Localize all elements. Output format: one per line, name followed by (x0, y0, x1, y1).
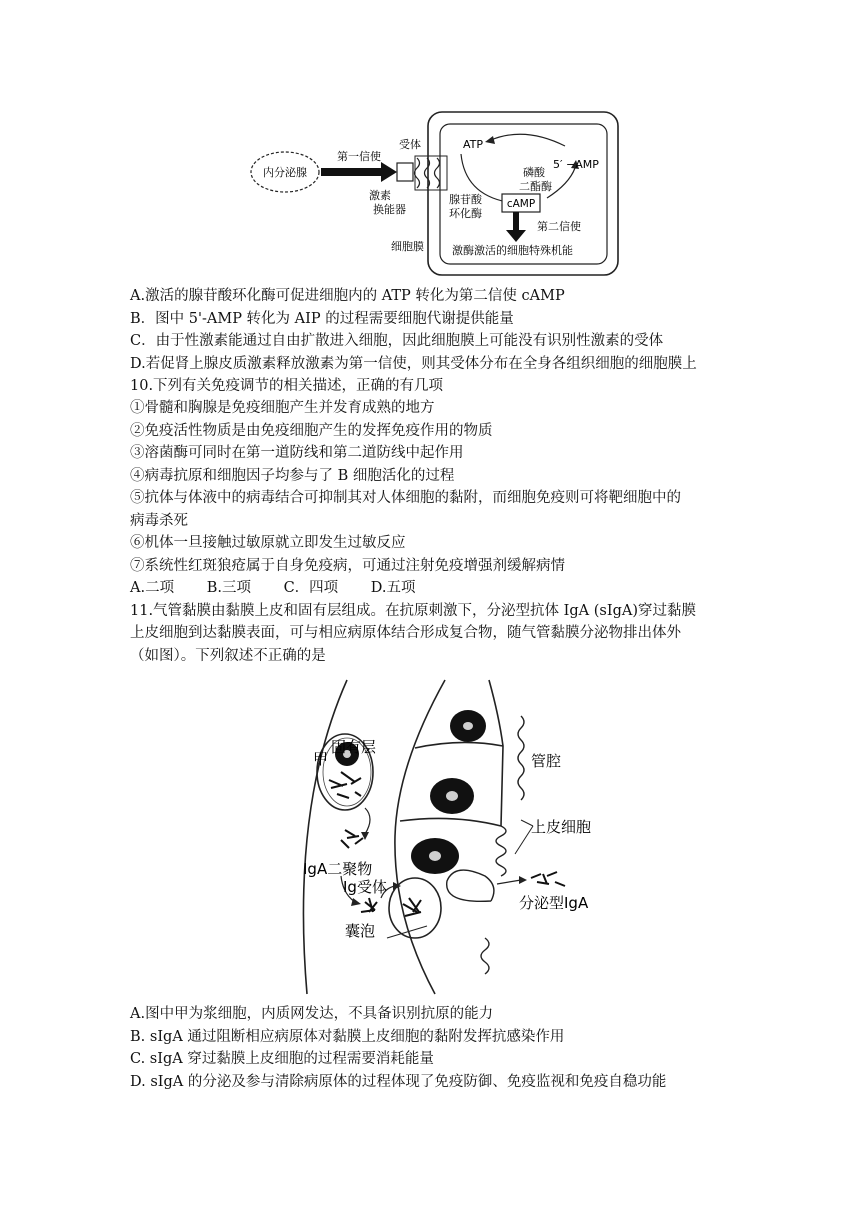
q10-option-c: C．四项 (283, 580, 339, 596)
ac-label-2: 环化酶 (449, 207, 482, 220)
epithelium-right-boundary (489, 680, 503, 826)
q10-statement-7: ⑦系统性红斑狼疮属于自身免疫病，可通过注射免疫增强剂缓解病情 (130, 558, 565, 574)
q11-stem-3: （如图）。下列叙述不正确的是 (130, 648, 326, 664)
label-epithelium: 上皮细胞 (531, 818, 592, 836)
lumen-wave-middle (496, 826, 506, 876)
q10-statement-6: ⑥机体一旦接触过敏原就立即发生过敏反应 (130, 535, 406, 551)
secreted-iga-antibody (531, 872, 565, 886)
transducer-label: 换能器 (373, 203, 406, 216)
ac-label-1: 腺苷酸 (449, 193, 482, 206)
q10-statement-5a: ⑤抗体与体液中的病毒结合可抑制其对人体细胞的黏附，而细胞免疫则可将靶细胞中的 (130, 490, 681, 506)
atp-label: ATP (463, 138, 484, 151)
label-lumen: 管腔 (531, 752, 562, 770)
second-messenger-label: 第二信使 (537, 220, 581, 233)
q10-stem: 10.下列有关免疫调节的相关描述，正确的有几项 (130, 378, 444, 394)
q11-option-c: C. sIgA 穿过黏膜上皮细胞的过程需要消耗能量 (130, 1051, 434, 1067)
hormone-block (397, 163, 413, 181)
q10-statement-3: ③溶菌酶可同时在第一道防线和第二道防线中起作用 (130, 445, 464, 461)
q9-option-d: D.若促肾上腺皮质激素释放激素为第一信使，则其受体分布在全身各组织细胞的细胞膜上 (130, 356, 697, 372)
second-messenger-diagram (245, 108, 625, 280)
q9-option-a: A.激活的腺苷酸环化酶可促进细胞内的 ATP 转化为第二信使 cAMP (130, 288, 565, 304)
q9-option-c: C．由于性激素能通过自由扩散进入细胞，因此细胞膜上可能没有识别性激素的受体 (130, 333, 664, 349)
q11-option-a: A.图中甲为浆细胞，内质网发达，不具备识别抗原的能力 (130, 1006, 494, 1022)
cell-divider-2 (400, 818, 501, 826)
q11-option-b: B. sIgA 通过阻断相应病原体对黏膜上皮细胞的黏附发挥抗感染作用 (130, 1029, 565, 1045)
siga-mucosa-diagram (285, 676, 615, 996)
lumen-wave-top (518, 716, 524, 800)
q10-statement-1: ①骨髓和胸腺是免疫细胞产生并发育成熟的地方 (130, 400, 435, 416)
receptor-membrane (415, 158, 440, 188)
q10-statement-4: ④病毒抗原和细胞因子均参与了 B 细胞活化的过程 (130, 468, 455, 484)
function-label: 激酶激活的细胞特殊机能 (452, 244, 573, 257)
hormone-label: 激素 (369, 189, 391, 202)
receptor-complex (361, 898, 377, 912)
arrow-cell-to-dimer (365, 808, 370, 834)
q11-stem-1: 11.气管黏膜由黏膜上皮和固有层组成。在抗原刺激下，分泌型抗体 IgA (sIgA)穿过黏膜 (130, 603, 696, 619)
pde-label-2: 二酯酶 (519, 180, 552, 193)
first-messenger-arrow (321, 168, 381, 176)
label-dimer: IgA二聚物 (303, 860, 373, 878)
q10-statement-5b: 病毒杀死 (130, 513, 188, 529)
amp-label: 5′ −AMP (553, 158, 599, 171)
camp-label: cAMP (506, 198, 536, 210)
q10-options (130, 578, 416, 598)
receptor-label: 受体 (399, 138, 421, 151)
secretion-opening (447, 870, 494, 901)
q10-option-d: D.五项 (370, 580, 416, 596)
first-messenger-label: 第一信使 (337, 150, 381, 163)
arrow-to-lumen (497, 880, 521, 884)
lumen-wave-bottom (481, 938, 489, 974)
q10-option-a: A.二项 (130, 580, 175, 596)
dimer-antibody-1 (341, 830, 363, 848)
gland-label: 内分泌腺 (263, 166, 307, 179)
label-jia: 甲 (313, 750, 329, 768)
amp-to-atp-arrow (491, 134, 565, 146)
label-siga: 分泌型IgA (519, 894, 589, 912)
cell-divider-1 (415, 742, 503, 748)
label-vesicle: 囊泡 (345, 922, 376, 940)
label-ig-receptor: Ig受体 (343, 878, 387, 896)
second-messenger-arrow (513, 212, 519, 230)
pde-label-1: 磷酸 (523, 166, 545, 179)
q9-option-b: B．图中 5'-AMP 转化为 AIP 的过程需要细胞代谢提供能量 (130, 311, 514, 327)
q11-stem-2: 上皮细胞到达黏膜表面，可与相应病原体结合形成复合物，随气管黏膜分泌物排出体外 (130, 625, 681, 641)
q10-statement-2: ②免疫活性物质是由免疫细胞产生的发挥免疫作用的物质 (130, 423, 493, 439)
first-messenger-arrowhead (381, 162, 397, 182)
membrane-label: 细胞膜 (391, 240, 424, 253)
basement-curve (303, 680, 347, 994)
epithelium-left-boundary (395, 680, 445, 994)
q11-option-d: D. sIgA 的分泌及参与清除病原体的过程体现了免疫防御、免疫监视和免疫自稳功能 (130, 1074, 667, 1090)
q10-option-b: B.三项 (206, 580, 251, 596)
label-lamina: 固有层 (331, 738, 377, 756)
